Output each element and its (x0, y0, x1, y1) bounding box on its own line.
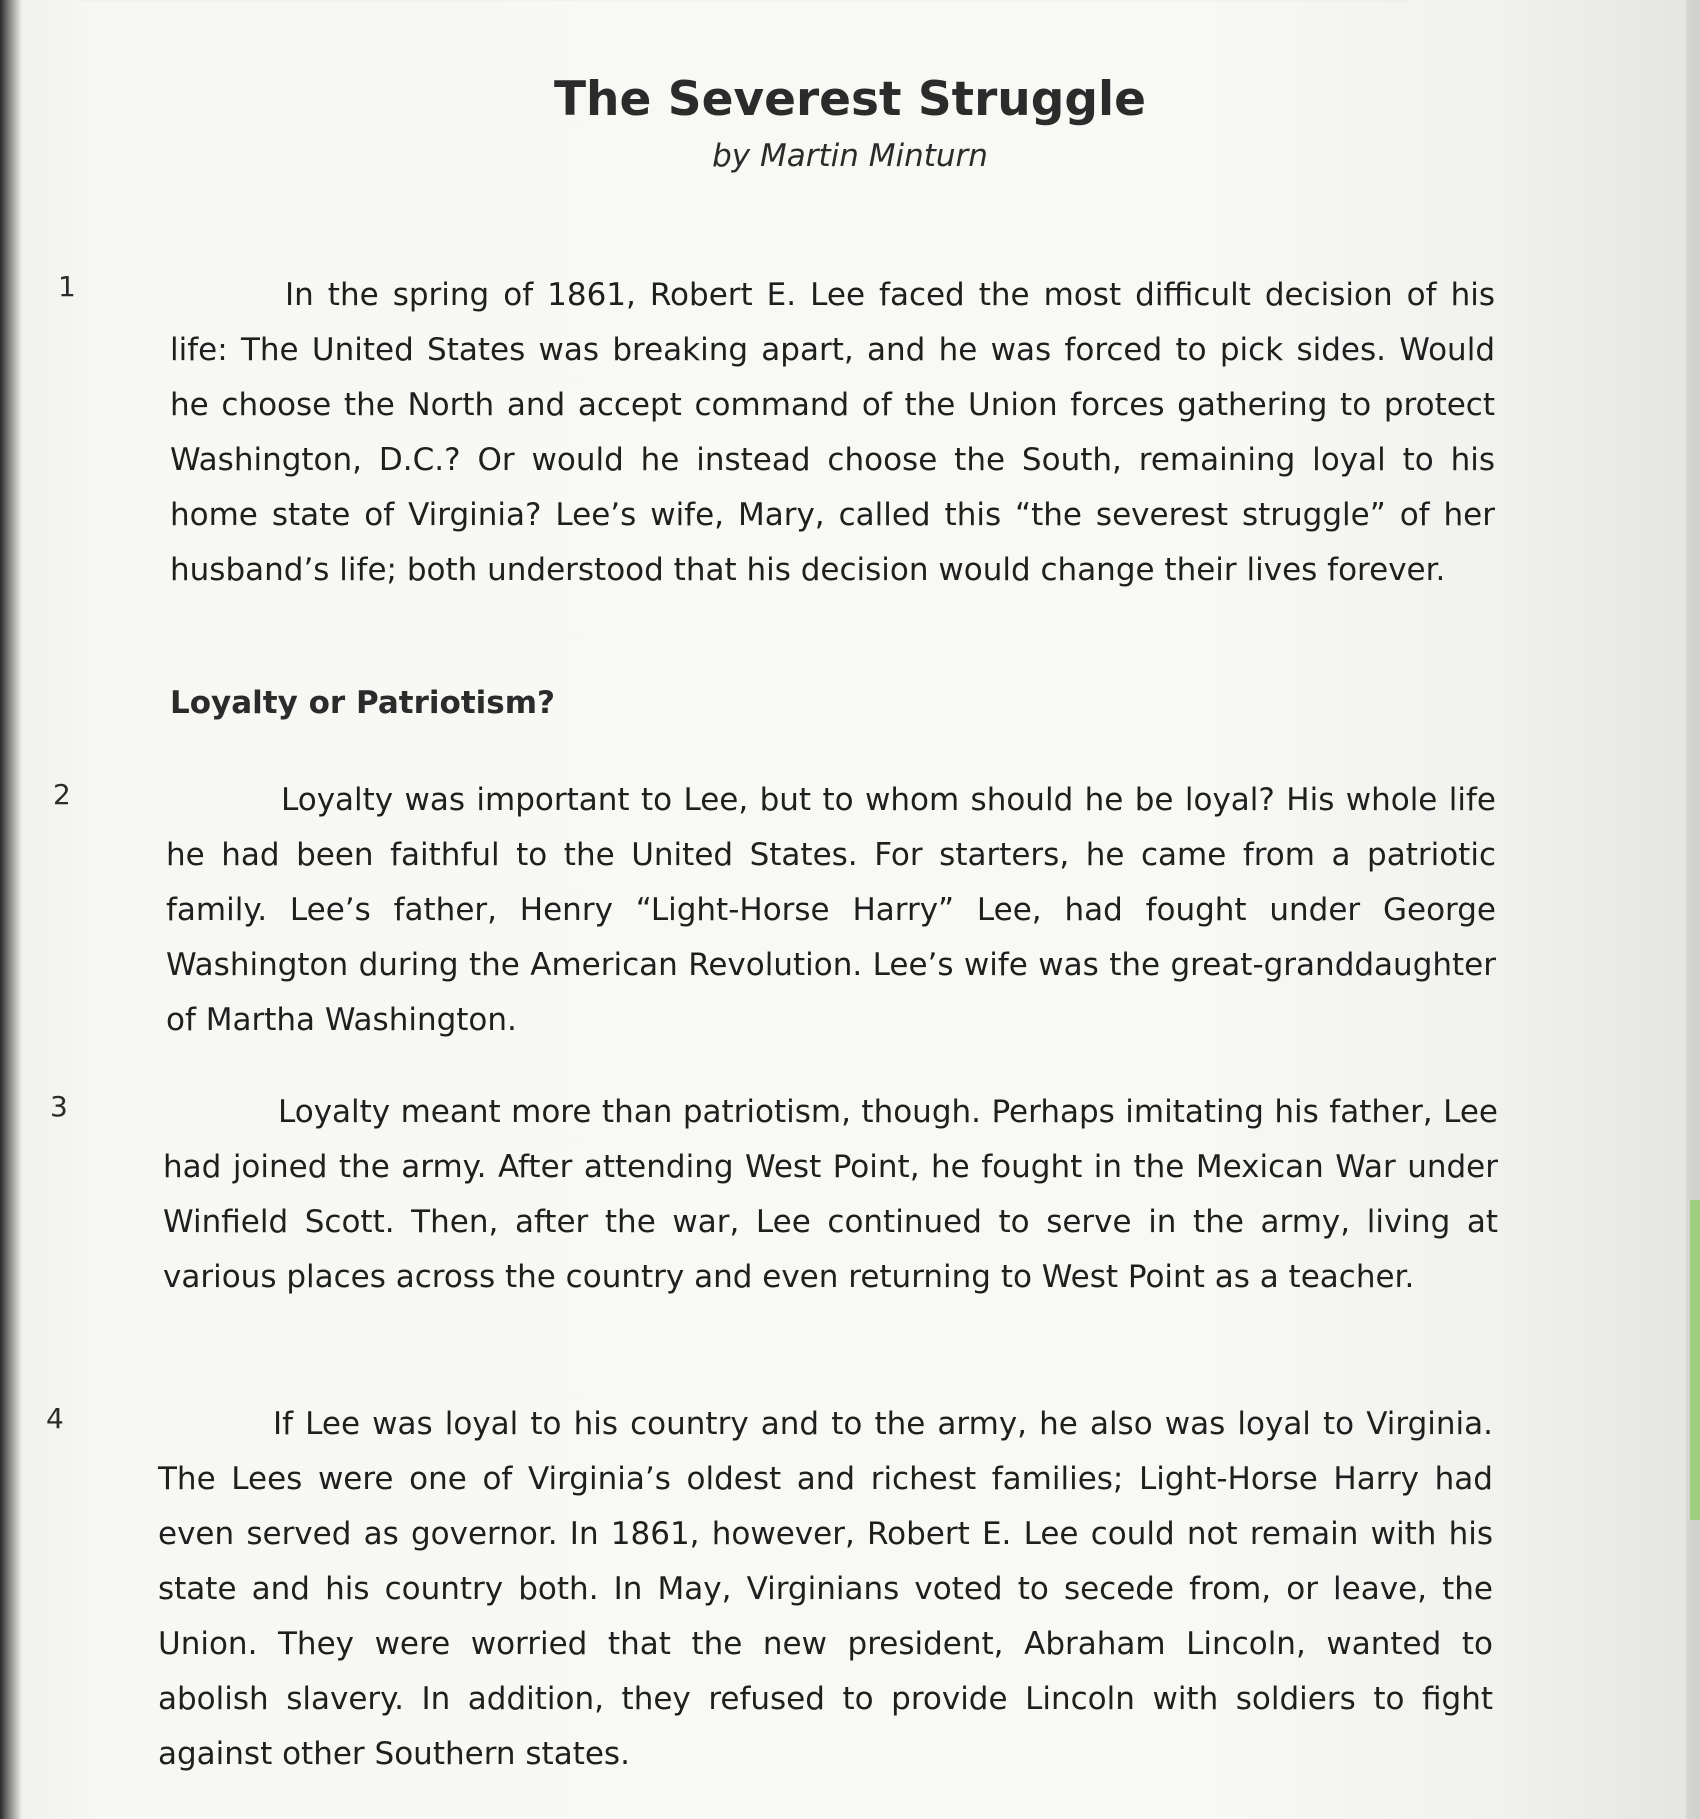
page-edge (1686, 0, 1700, 1819)
paragraph-text: Loyalty was important to Lee, but to whom should he be loyal? His whole life he had been faithful to the United States. For starters, he came from a patriotic family. Lee’s father, Henry “Light-Horse Harry” Lee, had fought under George Washington during the American Revolution. Lee’s wife was the great-granddaughter of Martha Washington. (166, 782, 1496, 1038)
section-heading: Loyalty or Patriotism? (170, 685, 556, 721)
paragraph-1 (170, 268, 1495, 598)
paragraph-2 (166, 773, 1496, 1048)
tab-marker (1690, 1200, 1700, 1520)
paragraph-4 (158, 1397, 1493, 1782)
paragraph-3 (163, 1085, 1498, 1305)
paragraph-text: Loyalty meant more than patriotism, though. Perhaps imitating his father, Lee had joined the army. After attending West Point, he fought in the Mexican War under Winfield Scott. Then, after the war, Lee continued to serve in the army, living at various places across the country and even returning to West Point as a teacher. (163, 1094, 1498, 1295)
page-title: The Severest Struggle (553, 72, 1147, 127)
paragraph-number: 2 (53, 778, 71, 811)
paragraph-number: 1 (58, 270, 76, 303)
paragraph-text: In the spring of 1861, Robert E. Lee faced the most difficult decision of his life: The United States was breaking apart, and he was forced to pick sides. Would he choose the North and accept command of the Union forces gathering to protect Washington, D.C.? Or would he instead choose the South, remaining loyal to his home state of Virginia? Lee’s wife, Mary, called this “the severest struggle” of her husband’s life; both understood that his decision would change their lives forever. (170, 277, 1495, 588)
binding-shadow (0, 0, 22, 1819)
paragraph-number: 4 (46, 1402, 64, 1435)
paragraph-number: 3 (50, 1090, 68, 1123)
bleed-through-shade (80, 0, 1410, 32)
paragraph-text: If Lee was loyal to his country and to the army, he also was loyal to Virginia. The Lees were one of Virginia’s oldest and richest families; Light-Horse Harry had even served as governor. In 1861, however, Robert E. Lee could not remain with his state and his country both. In May, Virginians voted to secede from, or leave, the Union. They were worried that the new president, Abraham Lincoln, wanted to abolish slavery. In addition, they refused to provide Lincoln with soldiers to fight against other Southern states. (158, 1406, 1493, 1772)
author-byline: by Martin Minturn (712, 138, 988, 174)
